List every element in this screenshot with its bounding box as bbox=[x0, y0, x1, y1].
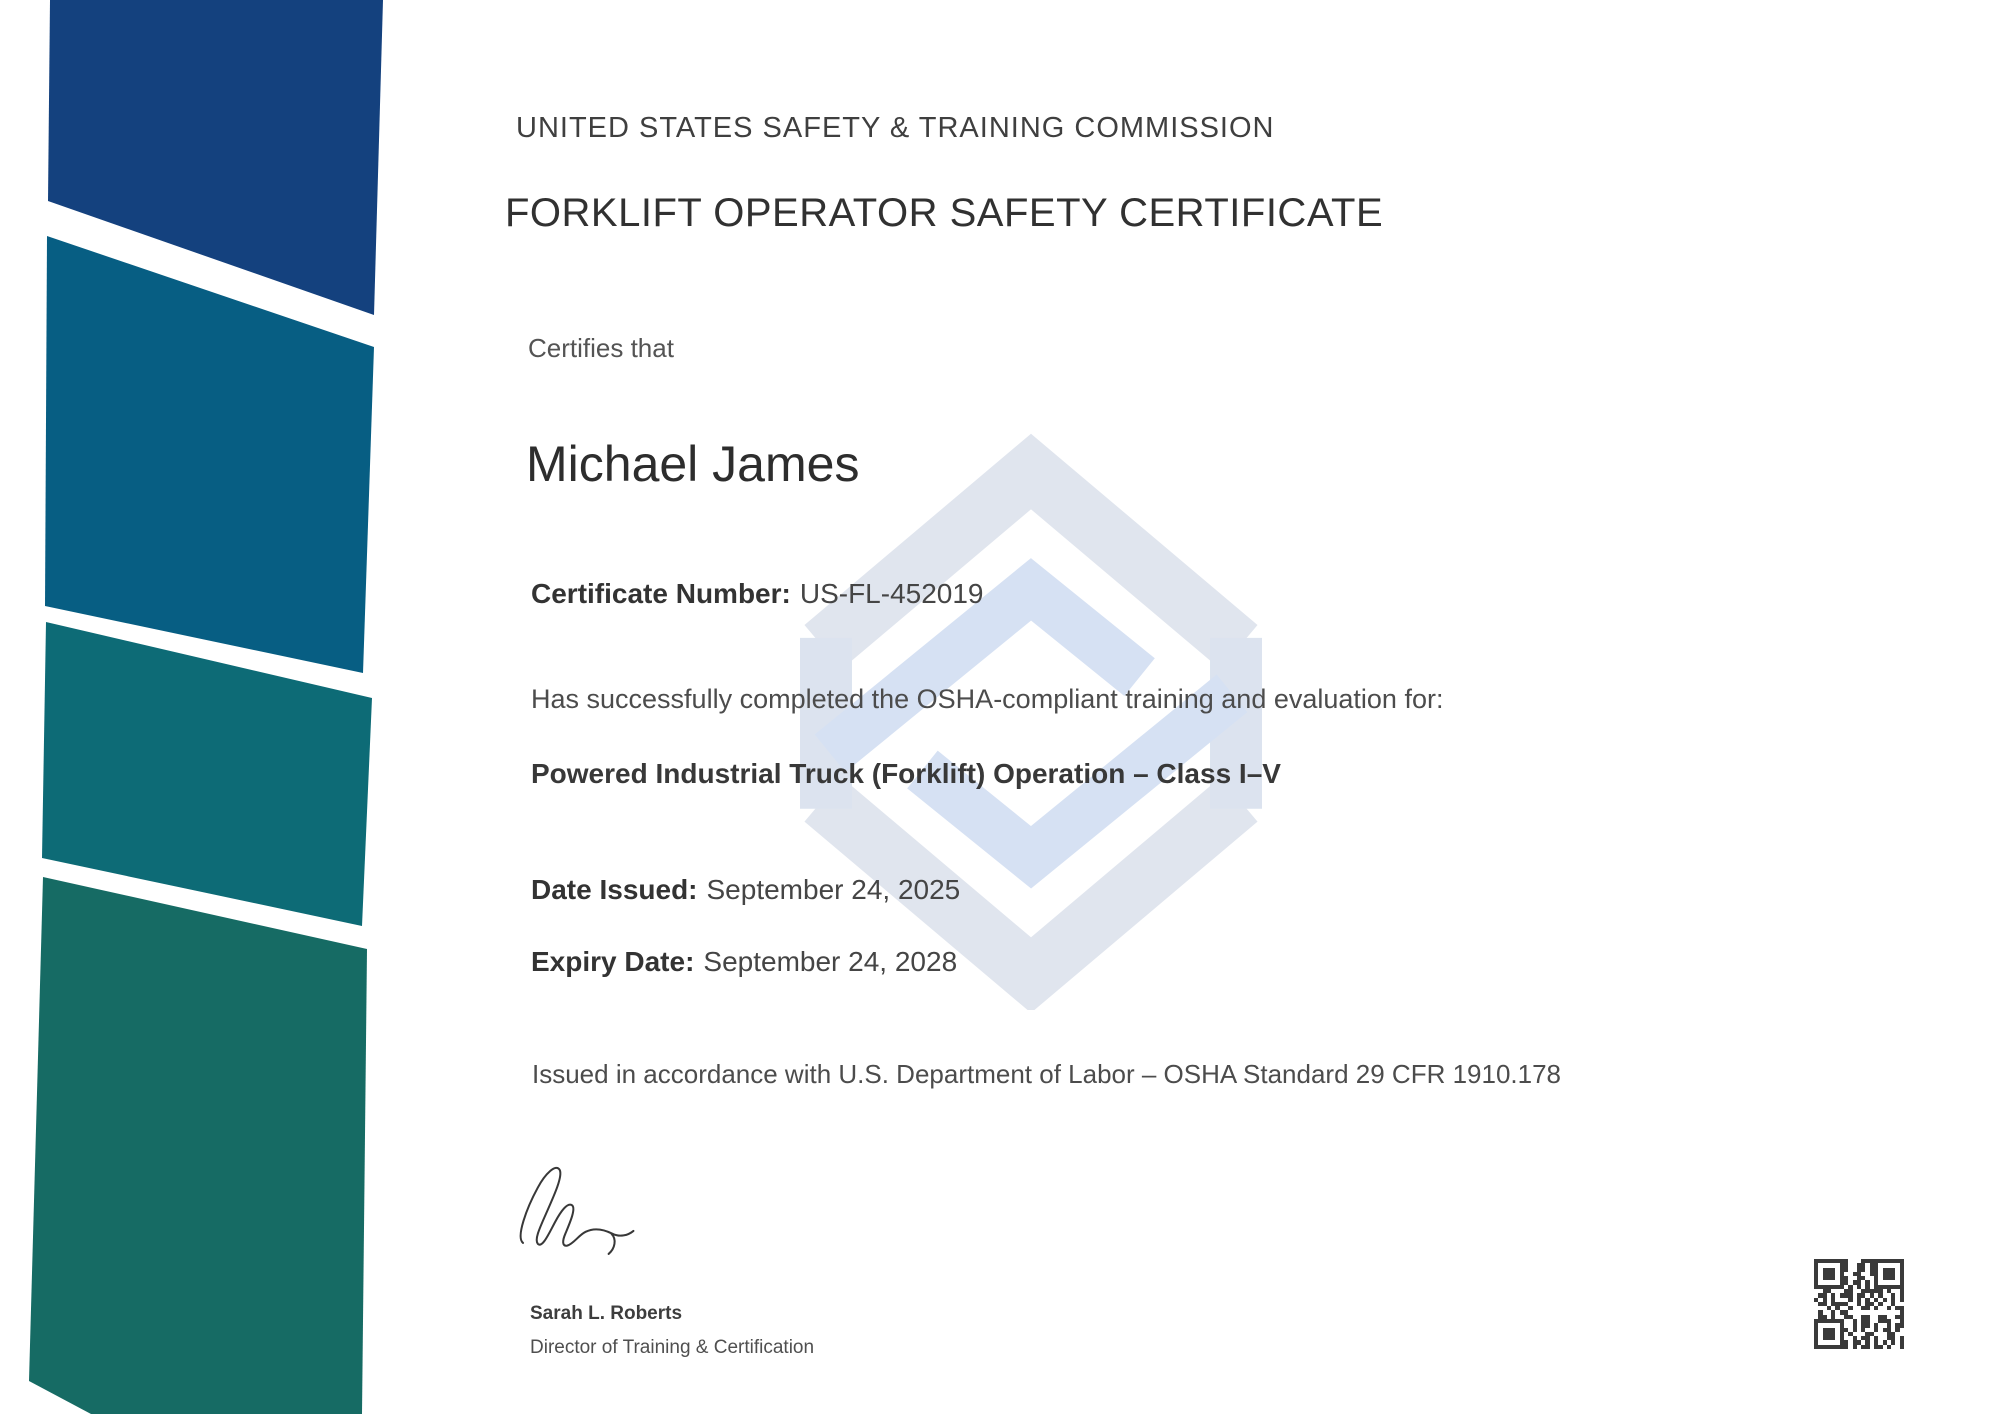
signatory-name: Sarah L. Roberts bbox=[530, 1303, 683, 1324]
certificate-title: FORKLIFT OPERATOR SAFETY CERTIFICATE bbox=[505, 191, 1384, 235]
expiry-date-label: Expiry Date: bbox=[531, 946, 695, 977]
certificate-number-line bbox=[531, 578, 984, 610]
signatory-title: Director of Training & Certification bbox=[530, 1337, 815, 1358]
date-issued-value: September 24, 2025 bbox=[706, 874, 961, 905]
signature-stroke bbox=[521, 1168, 634, 1254]
expiry-date-value: September 24, 2028 bbox=[703, 946, 958, 977]
compliance-statement: Issued in accordance with U.S. Department of Labor – OSHA Standard 29 CFR 1910.178 bbox=[532, 1059, 1562, 1089]
issuer-name: UNITED STATES SAFETY & TRAINING COMMISSION bbox=[516, 112, 1275, 144]
stripe-green-teal bbox=[29, 877, 367, 1414]
expiry-date-line bbox=[531, 946, 957, 978]
certificate-number-value: US-FL-452019 bbox=[799, 578, 984, 609]
signature-scribble bbox=[512, 1148, 650, 1266]
date-issued-line bbox=[531, 874, 960, 906]
stripe-teal bbox=[42, 622, 372, 926]
certifies-label: Certifies that bbox=[528, 333, 674, 363]
recipient-name: Michael James bbox=[526, 436, 860, 492]
completion-statement: Has successfully completed the OSHA-compliant training and evaluation for: bbox=[531, 684, 1444, 714]
date-issued-label: Date Issued: bbox=[531, 874, 698, 905]
qr-code bbox=[1814, 1259, 1904, 1349]
certificate-number-label: Certificate Number: bbox=[531, 578, 791, 609]
hexagon-logo-watermark bbox=[800, 432, 1262, 1010]
stripe-blue bbox=[45, 236, 374, 673]
course-title: Powered Industrial Truck (Forklift) Operation – Class I–V bbox=[531, 758, 1281, 789]
